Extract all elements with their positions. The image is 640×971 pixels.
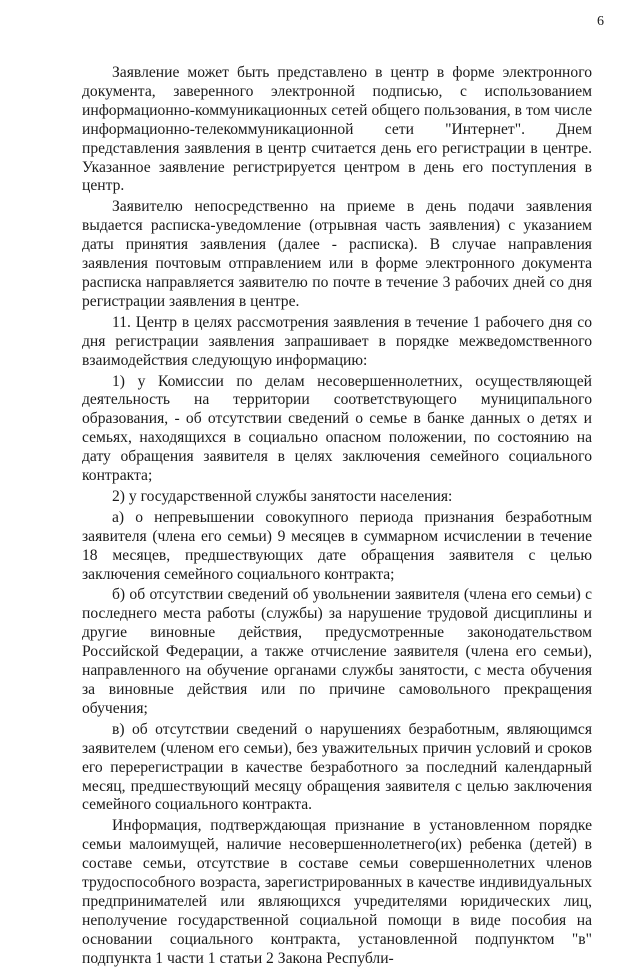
paragraph-subitem-2v: в) об отсутствии сведений о нарушениях безработным, являющимся заявителем (членом его семьи), без уважительных причин условий и сроков его перерегистрации в качестве безработного за последний календарный месяц, предшествующий месяцу обращения заявителя с целью заключения семейного социального контракта.	[82, 720, 592, 814]
document-body	[82, 64, 592, 971]
paragraph-receipt: Заявителю непосредственно на приеме в день подачи заявления выдается расписка-уведомление (отрывная часть заявления) с указанием даты принятия заявления (далее - расписка). В случае направления заявления почтовым отправлением или в форме электронного документа расписка направляется заявителю по почте в течение 3 рабочих дней со дня регистрации заявления в центре.	[82, 198, 592, 310]
paragraph-subitem-2a: а) о непревышении совокупного периода признания безработным заявителя (члена его семьи) 9 месяцев в суммарном исчислении в течение 18 месяцев, предшествующих дате обращения заявителя с целью заключения семейного социального контракта;	[82, 508, 592, 583]
paragraph-subitem-1: 1) у Комиссии по делам несовершеннолетних, осуществляющей деятельность на территории соответствующего муниципального образования, - об отсутствии сведений о семье в банке данных о детях и семьях, находящихся в социально опасном положении, по состоянию на дату обращения заявителя в целях заключения семейного социального контракта;	[82, 372, 592, 485]
page-number: 6	[597, 14, 604, 29]
paragraph-subitem-2b: б) об отсутствии сведений об увольнении заявителя (члена его семьи) с последнего места работы (службы) за нарушение трудовой дисциплины и другие виновные действия, предусмотренные законодательством Российской Федерации, а также отчисление заявителя (члена его семьи), направленного на обучение органами службы занятости, с места обучения за виновные действия или по причине самовольного прекращения обучения;	[82, 586, 592, 717]
paragraph-electronic-submission: Заявление может быть представлено в центр в форме электронного документа, заверенного электронной подписью, с использованием информационно-коммуникационных сетей общего пользования, в том числе информационно-телекоммуникационной сети "Интернет". Днем представления заявления в центр считается день его регистрации в центре. Указанное заявление регистрируется центром в день его поступления в центр.	[82, 64, 592, 195]
paragraph-item-11: 11. Центр в целях рассмотрения заявления в течение 1 рабочего дня со дня регистрации заявления запрашивает в порядке межведомственного взаимодействия следующую информацию:	[82, 313, 592, 369]
paragraph-information: Информация, подтверждающая признание в установленном порядке семьи малоимущей, наличие несовершеннолетнего(их) ребенка (детей) в составе семьи, отсутствие в составе семьи совершеннолетних членов трудоспособного возраста, зарегистрированных в качестве индивидуальных предпринимателей или являющихся учредителями юридических лиц, неполучение государственной социальной помощи в виде пособия на основании социального контракта, установленной подпунктом "в" подпункта 1 части 1 статьи 2 Закона Республи-	[82, 817, 592, 967]
paragraph-subitem-2: 2) у государственной службы занятости населения:	[112, 487, 453, 505]
